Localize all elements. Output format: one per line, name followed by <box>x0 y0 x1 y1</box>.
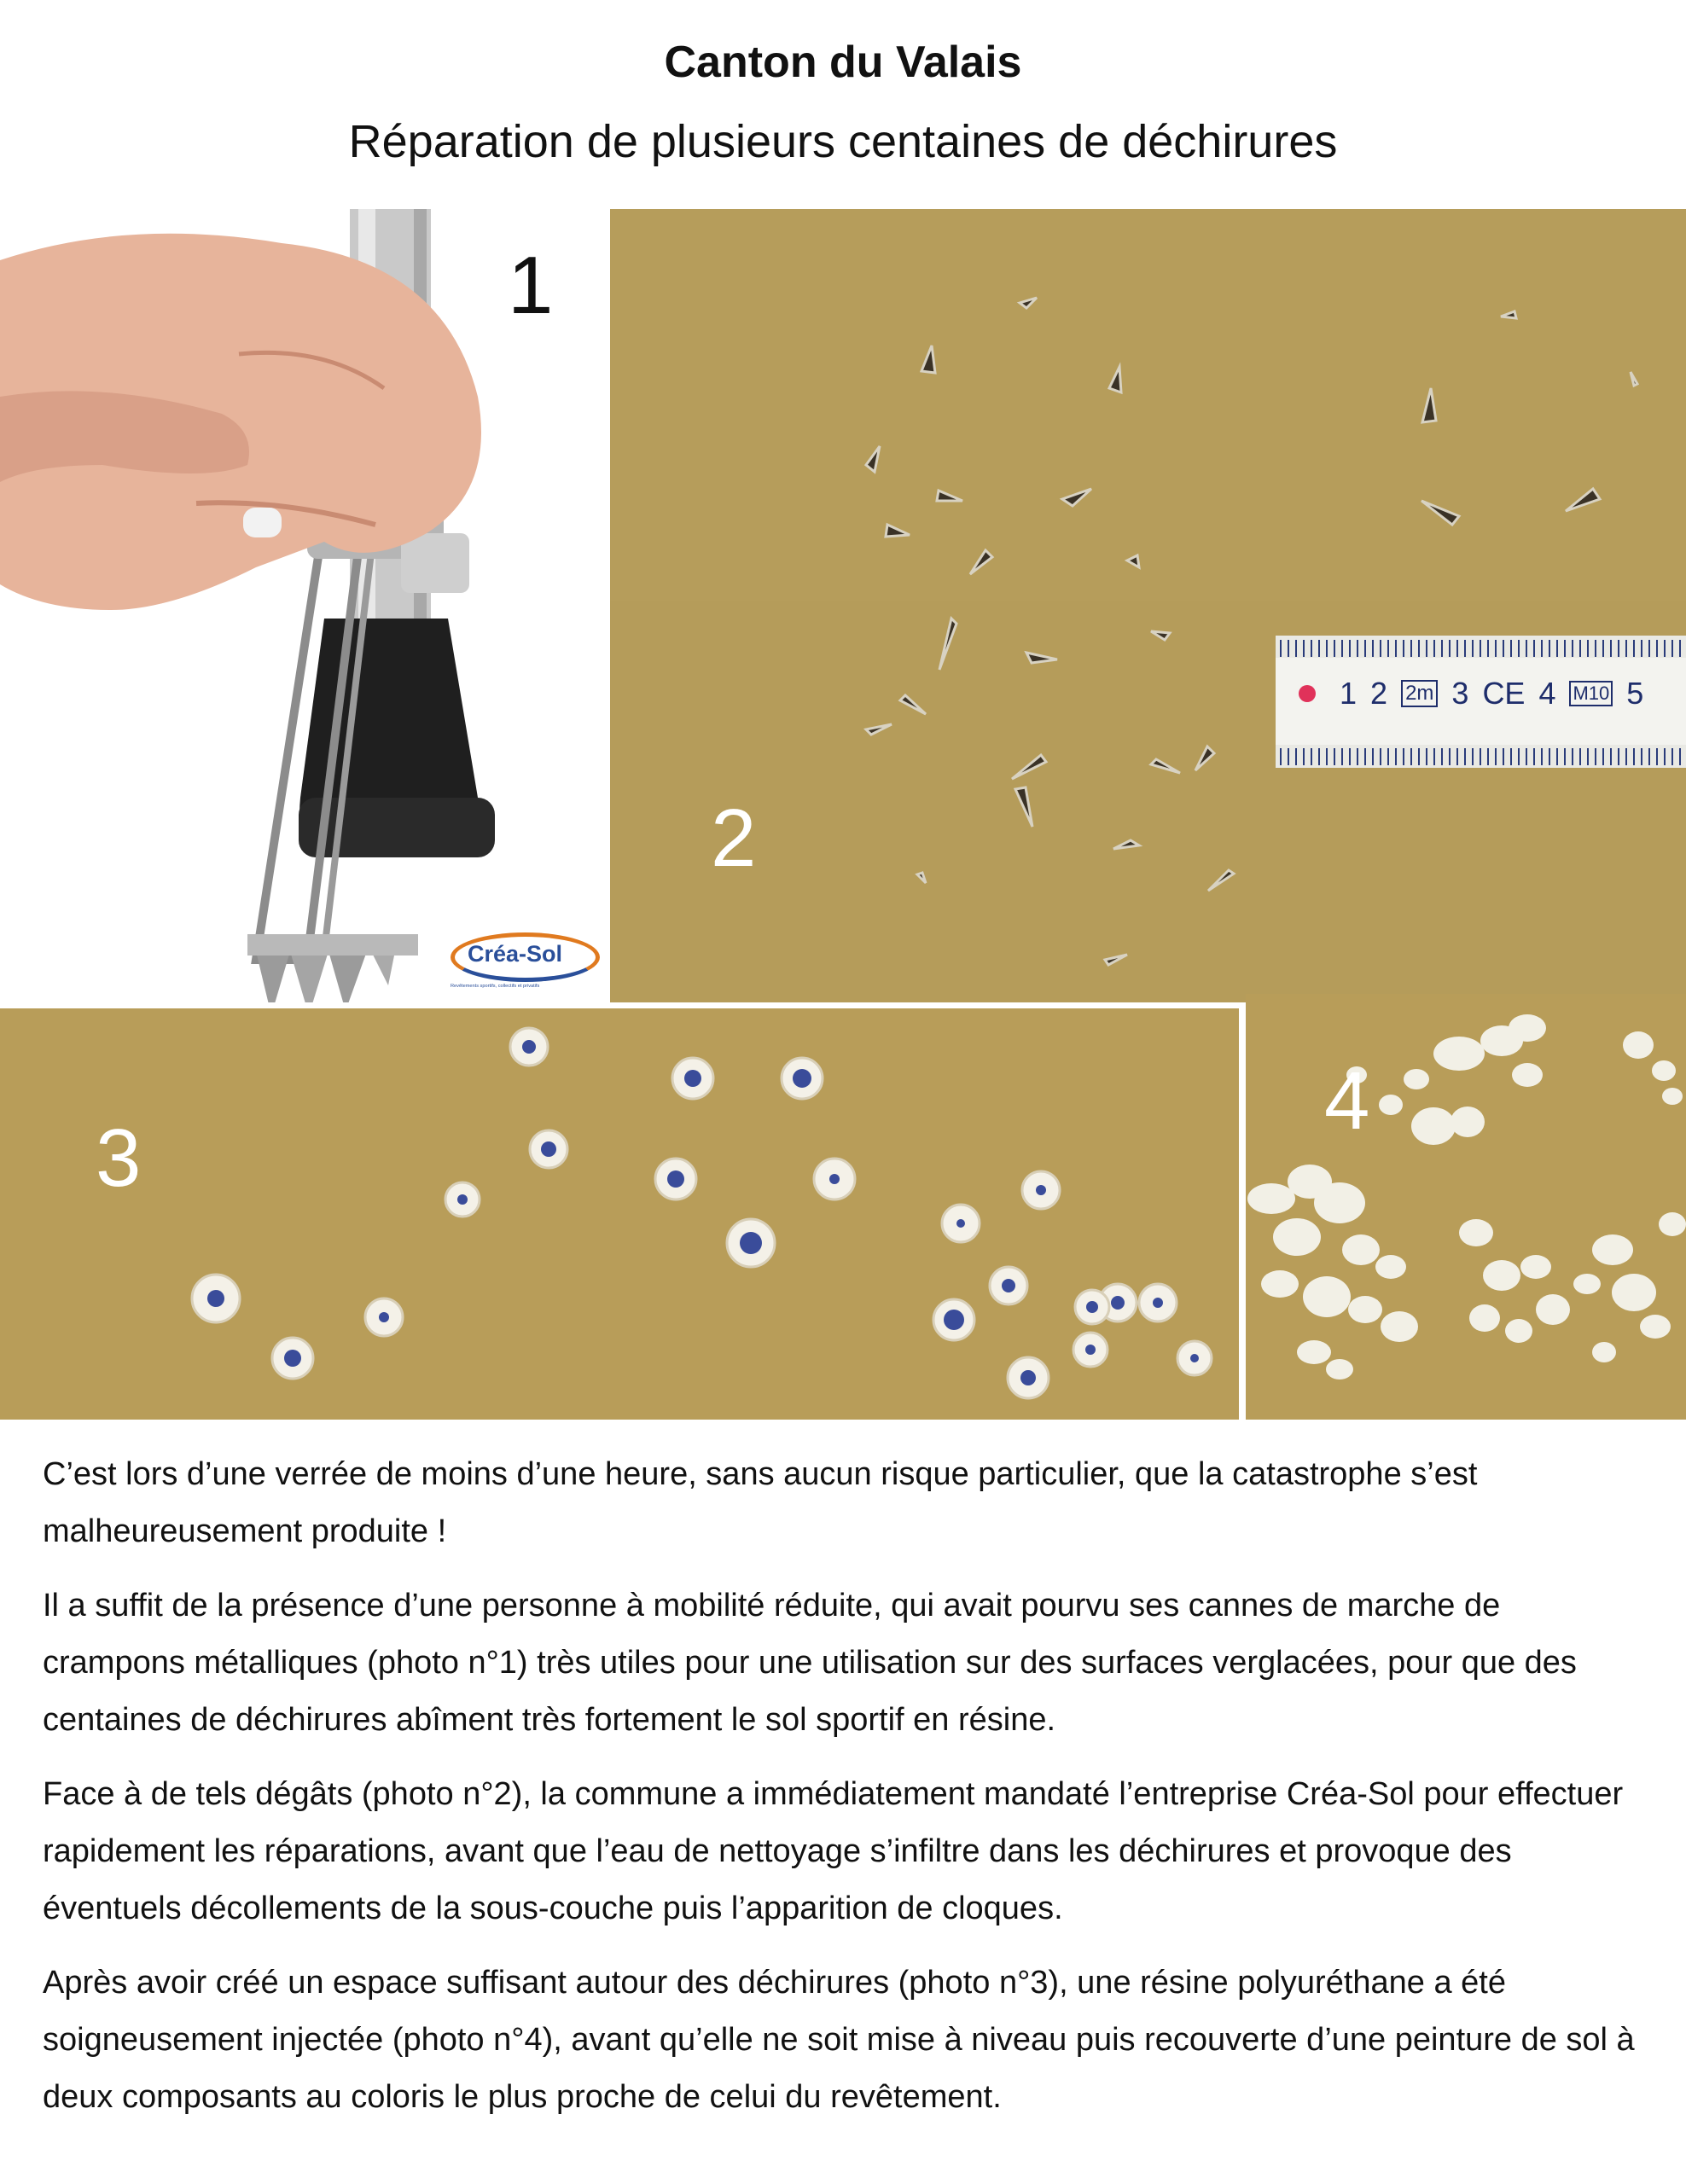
photo-2-torn-floor <box>610 209 1686 1002</box>
photo-4-number: 4 <box>1324 1055 1370 1147</box>
logo-tagline: Revêtements sportifs, collectifs et privatifs <box>451 984 540 989</box>
ruler-label: 1 <box>1340 676 1358 711</box>
ruler-label: 2 <box>1370 676 1388 711</box>
ruler-label: M10 <box>1569 681 1613 706</box>
photo-2-number: 2 <box>711 793 757 884</box>
ruler-label: 5 <box>1626 676 1644 711</box>
ruler-label: 3 <box>1451 676 1469 711</box>
paragraph: Face à de tels dégâts (photo n°2), la commune a immédiatement mandaté l’entreprise Créa-Sol pour effectuer rapidement les réparations, avant que l’eau de nettoyage s’infiltre dans les déchirures et provoque des éventuels décollements de la sous-couche puis l’apparition de cloques. <box>43 1776 1624 1926</box>
logo-name: Créa-Sol <box>468 941 563 967</box>
photo-3-cleared-holes <box>0 1008 1239 1420</box>
ruler-markings <box>1340 674 1686 713</box>
photo-1-number: 1 <box>508 240 554 331</box>
ruler-label: CE <box>1482 676 1526 711</box>
cleared-holes-illustration <box>0 1008 1239 1420</box>
ruler-label: 2m <box>1401 680 1438 707</box>
page-title: Canton du Valais <box>664 38 1022 87</box>
page-subtitle: Réparation de plusieurs centaines de déchirures <box>348 116 1338 167</box>
paragraph: Il a suffit de la présence d’une personne à mobilité réduite, qui avait pourvu ses cannes de marche de crampons métalliques (photo n°1) très utiles pour une utilisation sur des surfaces verglacées, pour que des centaines de déchirures abîment très fortement le sol sportif en résine. <box>43 1588 1577 1738</box>
ruler-label: 4 <box>1538 676 1556 711</box>
photo-4-injected-resin <box>1246 994 1686 1420</box>
paragraph: C’est lors d’une verrée de moins d’une heure, sans aucun risque particulier, que la catastrophe s’est malheureusement produite ! <box>43 1456 1478 1549</box>
article-body <box>43 1446 1647 2143</box>
ruler-ticks-bottom <box>1280 748 1686 765</box>
ruler-ticks-top <box>1280 640 1686 657</box>
resin-illustration <box>1246 994 1686 1420</box>
photo-1-cane-crampons <box>0 209 602 1002</box>
paragraph: Après avoir créé un espace suffisant autour des déchirures (photo n°3), une résine polyuréthane a été soigneusement injectée (photo n°4), avant qu’elle ne soit mise à niveau puis recouverte d’une peinture de sol à deux composants au coloris le plus proche de celui du revêtement. <box>43 1965 1635 2115</box>
torn-floor-illustration <box>610 209 1686 1002</box>
ruler-dot <box>1299 685 1316 702</box>
crea-sol-logo <box>451 932 602 996</box>
photo-3-number: 3 <box>96 1112 142 1204</box>
